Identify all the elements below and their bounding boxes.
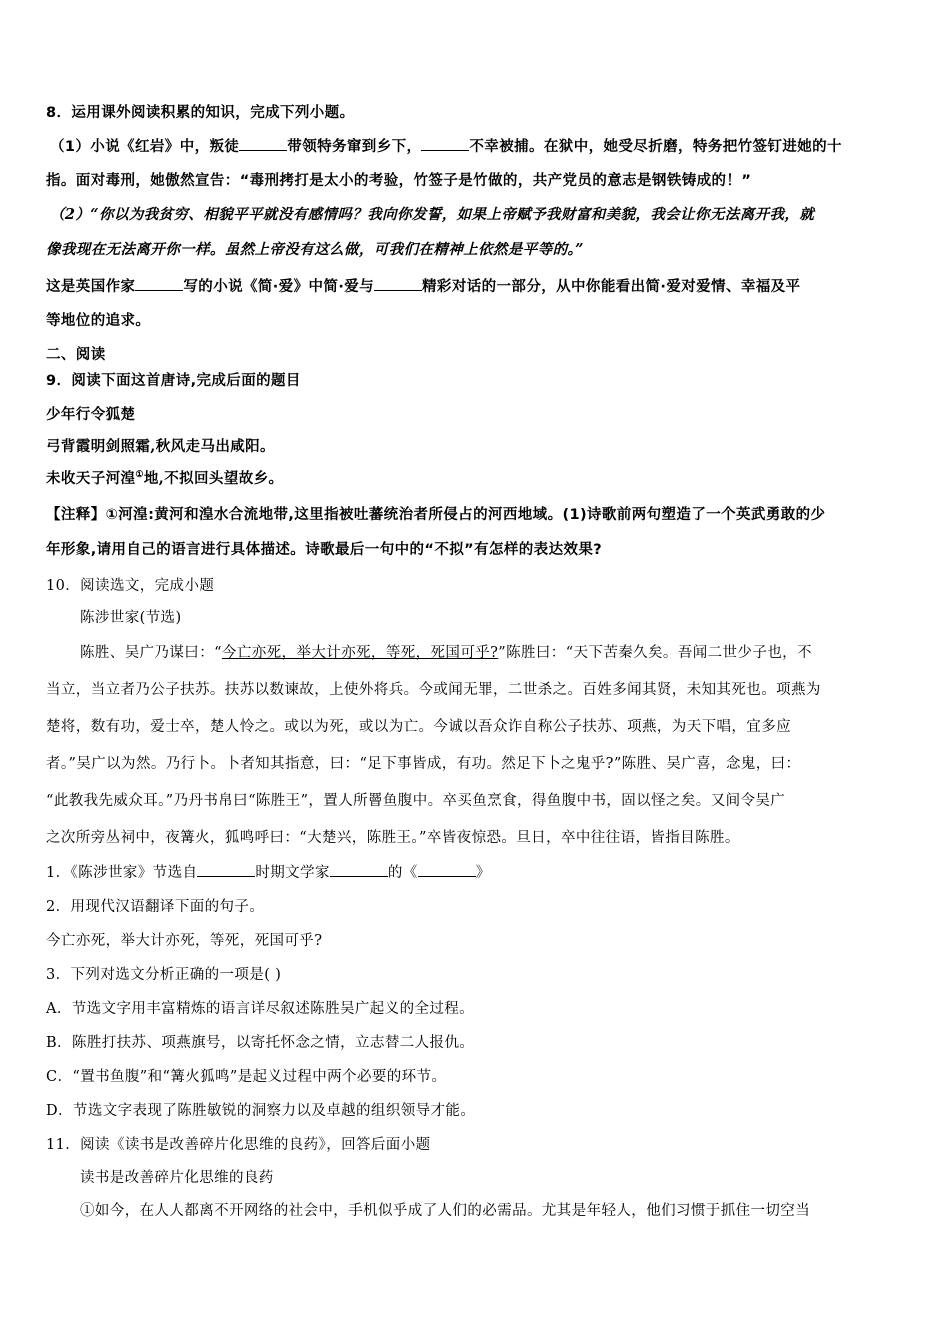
article-para-1: ①如今，在人人都离不开网络的社会中，手机似乎成了人们的必需品。尤其是年轻人，他们习惯于抓住一切空当 xyxy=(80,1203,811,1219)
q10-sub2-sentence: 今亡亦死，举大计亦死，等死，死国可乎? xyxy=(46,933,323,949)
q9-note-line2: 年形象,请用自己的语言进行具体描述。诗歌最后一句中的“不拟”有怎样的表达效果? xyxy=(46,542,603,558)
q10-sub1: 1．《陈涉世家》节选自 时期文学家 的《 》 xyxy=(46,862,908,883)
q10-stem: 10．阅读选文，完成小题 xyxy=(46,578,215,594)
answer-blank[interactable] xyxy=(197,862,255,877)
q10-sub3: 3．下列对选文分析正确的一项是( ) xyxy=(46,967,282,983)
section-heading: 二、阅读 xyxy=(46,347,106,363)
option-d[interactable]: D．节选文字表现了陈胜敏锐的洞察力以及卓越的组织领导才能。 xyxy=(46,1103,476,1119)
excerpt-line-6: 之次所旁丛祠中，夜篝火，狐鸣呼曰：“大楚兴，陈胜王。”卒皆夜惊恐。旦日，卒中往往语，皆指目陈胜。 xyxy=(46,830,740,846)
poem-line-1: 弓背霞明剑照霜,秋风走马出咸阳。 xyxy=(46,438,275,455)
excerpt-line-5: “此教我先威众耳。”乃丹书帛曰“陈胜王”，置人所罾鱼腹中。卒买鱼烹食，得鱼腹中书，固以怪之矣。又间令吴广 xyxy=(46,793,786,809)
q8-part2-question-line1: 这是英国作家 写的小说《简·爱》中简·爱与 精彩对话的一部分，从中你能看出简·爱对爱情、幸福及平 xyxy=(46,276,908,297)
option-a[interactable]: A．节选文字用丰富精炼的语言详尽叙述陈胜吴广起义的全过程。 xyxy=(46,1001,475,1017)
option-b[interactable]: B．陈胜打扶苏、项燕旗号，以寄托怀念之情，立志替二人报仇。 xyxy=(46,1035,475,1051)
answer-blank[interactable] xyxy=(421,136,469,151)
q9-note-line1: 【注释】①河湟:黄河和湟水合流地带,这里指被吐蕃统治者所侵占的河西地域。(1)诗歌前两句塑造了一个英武勇敢的少 xyxy=(46,507,826,523)
underlined-sentence: 今亡亦死，举大计亦死，等死，死国可乎? xyxy=(221,645,499,661)
excerpt-title: 陈涉世家(节选) xyxy=(80,610,182,626)
excerpt-line-2: 当立，当立者乃公子扶苏。扶苏以数谏故，上使外将兵。今或闻无罪，二世杀之。百姓多闻其贤，未知其死也。项燕为 xyxy=(46,682,821,698)
q11-stem: 11．阅读《读书是改善碎片化思维的良药》，回答后面小题 xyxy=(46,1137,431,1153)
answer-blank[interactable] xyxy=(135,276,183,291)
excerpt-line-1: 陈胜、吴广乃谋曰：“今亡亦死，举大计亦死，等死，死国可乎?”陈胜曰：“天下苦秦久矣。吾闻二世少子也，不 xyxy=(80,645,812,661)
excerpt-line-4: 者。”吴广以为然。乃行卜。卜者知其指意，曰：“足下事皆成，有功。然足下卜之鬼乎?”陈胜、吴广喜，念鬼，曰： xyxy=(46,756,801,772)
q10-sub2: 2．用现代汉语翻译下面的句子。 xyxy=(46,899,265,915)
answer-blank[interactable] xyxy=(330,862,388,877)
q8-stem: 8．运用课外阅读积累的知识，完成下列小题。 xyxy=(46,105,355,121)
q8-part2-quote-line1: （2）“你以为我贫穷、相貌平平就没有感情吗？我向你发誓，如果上帝赋予我财富和美貌，我会让你无法离开我，就 xyxy=(50,206,815,223)
article-title: 读书是改善碎片化思维的良药 xyxy=(80,1170,274,1186)
answer-blank[interactable] xyxy=(374,276,422,291)
poem-line-2: 未收天子河湟①地,不拟回头望故乡。 xyxy=(46,470,284,487)
footnote-marker: ① xyxy=(135,470,144,481)
q9-stem: 9．阅读下面这首唐诗,完成后面的题目 xyxy=(46,373,301,389)
option-c[interactable]: C．“置书鱼腹”和“篝火狐鸣”是起义过程中两个必要的环节。 xyxy=(46,1069,447,1085)
q8-part1-line2: 指。面对毒刑，她傲然宣告：“毒刑拷打是太小的考验，竹签子是竹做的，共产党员的意志是钢铁铸成的！” xyxy=(46,173,752,189)
excerpt-line-3: 楚将，数有功，爱士卒，楚人怜之。或以为死，或以为亡。今诚以吾众诈自称公子扶苏、项燕，为天下唱，宜多应 xyxy=(46,719,791,735)
q8-part2-quote-line2: 像我现在无法离开你一样。虽然上帝没有这么做，可我们在精神上依然是平等的。” xyxy=(46,241,584,258)
poem-title: 少年行令狐楚 xyxy=(46,406,136,423)
q8-part2-question-line2: 等地位的追求。 xyxy=(46,313,151,329)
answer-blank[interactable] xyxy=(418,862,476,877)
q8-part1-line1: （1）小说《红岩》中，叛徒 带领特务窜到乡下， 不幸被捕。在狱中，她受尽折磨，特务把竹签钉进她的十 xyxy=(50,136,912,157)
answer-blank[interactable] xyxy=(239,136,287,151)
